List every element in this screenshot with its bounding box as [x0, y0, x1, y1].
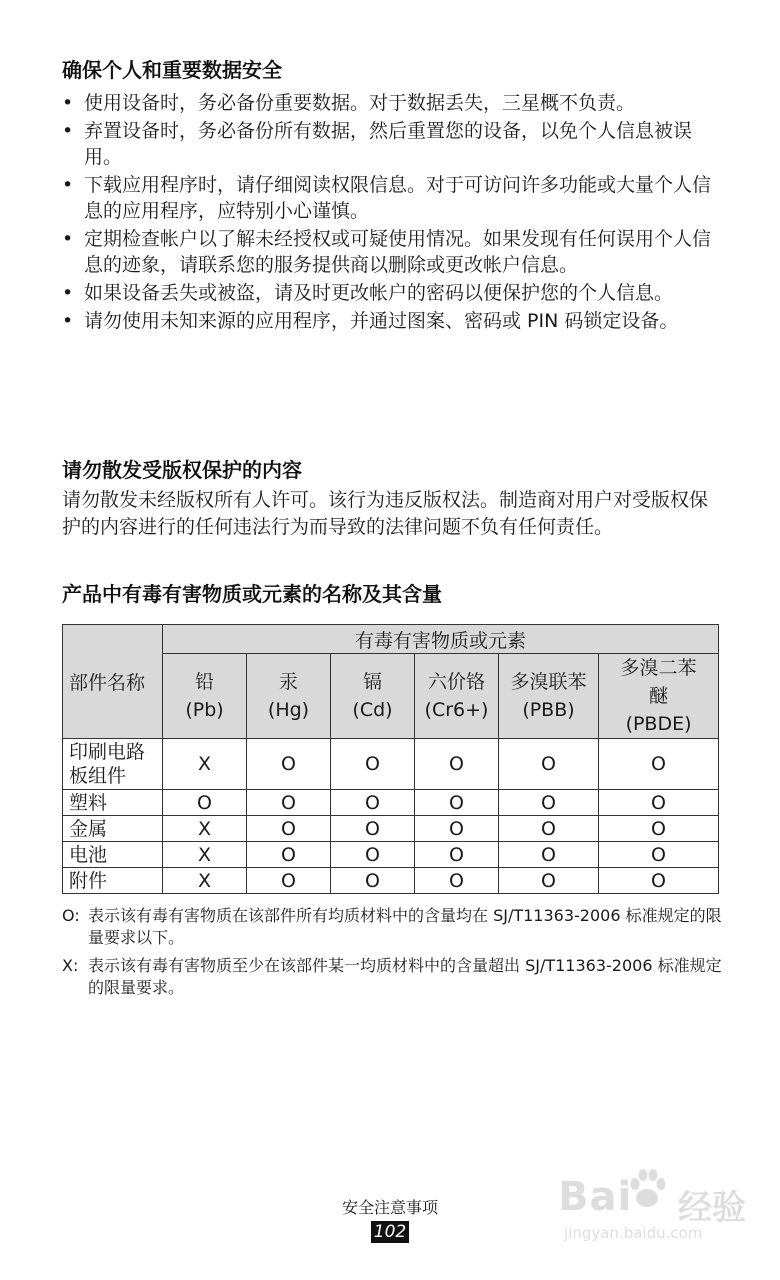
note-item	[62, 905, 722, 949]
note-item	[62, 955, 722, 999]
substance-group-header: 有毒有害物质或元素	[163, 625, 719, 654]
data-security-list	[62, 90, 722, 336]
part-cell: 电池	[63, 842, 163, 868]
value-cell: O	[499, 816, 599, 842]
column-header-lead: 铅 (Pb)	[163, 654, 247, 739]
section-title-data-security: 确保个人和重要数据安全	[62, 58, 282, 82]
bullet-icon: •	[62, 174, 74, 196]
list-item-text: 下载应用程序时，请仔细阅读权限信息。对于可访问许多功能或大量个人信息的应用程序，应特别小心谨慎。	[84, 174, 712, 222]
value-cell: O	[247, 790, 331, 816]
value-cell: O	[415, 816, 499, 842]
column-header-mercury: 汞 (Hg)	[247, 654, 331, 739]
list-item	[62, 172, 722, 224]
table-row	[63, 739, 719, 790]
hazardous-substances-table	[62, 624, 719, 894]
list-item-text: 请勿使用未知来源的应用程序，并通过图案、密码或 PIN 码锁定设备。	[84, 310, 679, 332]
watermark-brand-cn: 经验	[678, 1188, 746, 1228]
value-cell: O	[415, 868, 499, 894]
column-header-cadmium: 镉 (Cd)	[331, 654, 415, 739]
table-notes	[62, 905, 722, 1005]
value-cell: O	[331, 739, 415, 790]
value-cell: O	[247, 816, 331, 842]
note-key: O:	[62, 906, 80, 925]
list-item	[62, 280, 722, 306]
list-item	[62, 308, 722, 334]
table-row	[63, 790, 719, 816]
list-item	[62, 226, 722, 278]
note-text: 表示该有毒有害物质至少在该部件某一均质材料中的含量超出 SJ/T11363-2006 标准规定的限量要求。	[88, 956, 722, 997]
value-cell: O	[599, 842, 719, 868]
list-item-text: 使用设备时，务必备份重要数据。对于数据丢失，三星概不负责。	[84, 92, 636, 114]
note-text: 表示该有毒有害物质在该部件所有均质材料中的含量均在 SJ/T11363-2006 标准规定的限量要求以下。	[88, 906, 722, 947]
value-cell: O	[599, 790, 719, 816]
value-cell: O	[163, 790, 247, 816]
list-item-text: 定期检查帐户以了解未经授权或可疑使用情况。如果发现有任何误用个人信息的迹象，请联系您的服务提供商以删除或更改帐户信息。	[84, 228, 712, 276]
part-name-header: 部件名称	[63, 625, 163, 739]
part-cell: 附件	[63, 868, 163, 894]
value-cell: X	[163, 842, 247, 868]
value-cell: O	[415, 739, 499, 790]
table-row	[63, 868, 719, 894]
value-cell: O	[599, 816, 719, 842]
value-cell: O	[331, 790, 415, 816]
part-cell: 塑料	[63, 790, 163, 816]
table-row	[63, 816, 719, 842]
value-cell: O	[599, 868, 719, 894]
column-header-chromium: 六价铬 (Cr6+)	[415, 654, 499, 739]
watermark-url: jingyan.baidu.com	[564, 1224, 703, 1242]
value-cell: O	[499, 842, 599, 868]
value-cell: O	[599, 739, 719, 790]
value-cell: X	[163, 868, 247, 894]
bullet-icon: •	[62, 310, 74, 332]
part-cell: 金属	[63, 816, 163, 842]
watermark-brand: Bai	[558, 1174, 633, 1220]
value-cell: O	[247, 868, 331, 894]
value-cell: X	[163, 739, 247, 790]
column-header-pbb: 多溴联苯 (PBB)	[499, 654, 599, 739]
value-cell: O	[499, 868, 599, 894]
page-number: 102	[371, 1221, 409, 1243]
value-cell: O	[331, 816, 415, 842]
copyright-paragraph: 请勿散发未经版权所有人许可。该行为违反版权法。制造商对用户对受版权保护的内容进行的任何违法行为而导致的法律问题不负有任何责任。	[62, 489, 709, 538]
value-cell: O	[247, 842, 331, 868]
value-cell: O	[499, 790, 599, 816]
list-item	[62, 90, 722, 116]
list-item-text: 弃置设备时，务必备份所有数据，然后重置您的设备，以免个人信息被误用。	[84, 120, 693, 168]
part-cell: 印刷电路板组件	[63, 739, 163, 790]
value-cell: O	[415, 790, 499, 816]
value-cell: O	[415, 842, 499, 868]
baidu-watermark	[558, 1160, 768, 1250]
value-cell: O	[331, 868, 415, 894]
bullet-icon: •	[62, 282, 74, 304]
value-cell: O	[499, 739, 599, 790]
section-title-copyright: 请勿散发受版权保护的内容	[62, 458, 302, 482]
value-cell: O	[331, 842, 415, 868]
column-header-pbde: 多溴二苯醚 (PBDE)	[599, 654, 719, 739]
paw-logo-icon	[622, 1164, 672, 1214]
value-cell: X	[163, 816, 247, 842]
section-title-hazardous-substances: 产品中有毒有害物质或元素的名称及其含量	[62, 582, 442, 606]
value-cell: O	[247, 739, 331, 790]
note-key: X:	[62, 956, 79, 975]
footer-section-name: 安全注意事项	[341, 1198, 438, 1217]
bullet-icon: •	[62, 92, 74, 114]
bullet-icon: •	[62, 228, 74, 250]
table-row	[63, 842, 719, 868]
list-item	[62, 118, 722, 170]
bullet-icon: •	[62, 120, 74, 142]
list-item-text: 如果设备丢失或被盗，请及时更改帐户的密码以便保护您的个人信息。	[84, 282, 674, 304]
